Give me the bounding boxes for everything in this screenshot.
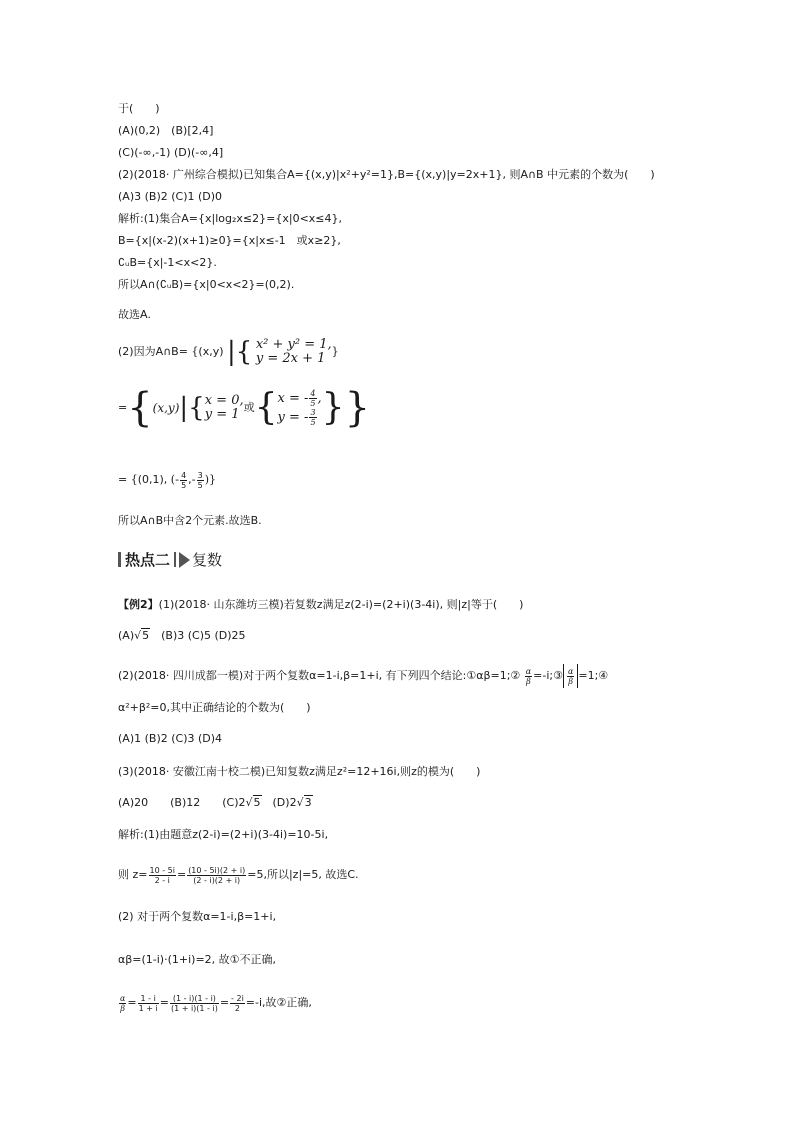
set-var: (x,y)	[198, 345, 224, 358]
heading-divider	[174, 552, 176, 567]
solution-line: (2) 对于两个复数α=1-i,β=1+i,	[118, 910, 277, 923]
options-line: (A)3 (B)2 (C)1 (D)0	[118, 190, 223, 203]
solution-set-line: (2)因为A∩B= {(x,y) |{ x² + y² = 1, y = 2x + 1 }	[118, 337, 339, 367]
solution-line: αβ=(1-i)·(1+i)=2, 故①不正确,	[118, 953, 277, 966]
numerator: 1 - i	[138, 994, 159, 1004]
play-arrow-icon	[179, 552, 190, 568]
options-line: (A)√5 (B)3 (C)5 (D)25	[118, 629, 246, 642]
equation-system	[205, 394, 244, 422]
text: (B)3 (C)5 (D)25	[150, 629, 246, 642]
solution-line: 所以A∩(∁ᵤB)={x|0<x<2}=(0,2).	[118, 278, 295, 291]
numerator: 3	[197, 470, 203, 480]
text-line: 于( )	[118, 102, 160, 115]
solution-line: 所以A∩B中含2个元素.故选B.	[118, 514, 262, 527]
numerator: 4	[310, 389, 316, 398]
options-line: (A)1 (B)2 (C)3 (D)4	[118, 732, 223, 745]
question-line	[118, 664, 608, 688]
denominator: β	[568, 676, 573, 686]
fraction	[119, 994, 126, 1013]
denominator: 2	[234, 1003, 240, 1013]
fraction	[149, 866, 176, 885]
radicand: 3	[304, 796, 312, 809]
options-line: (A)20 (B)12 (C)2√5 (D)2√3	[118, 796, 312, 809]
fraction	[187, 866, 246, 885]
solution-line	[118, 862, 359, 888]
denominator: 2 - i	[154, 875, 170, 885]
numerator: α	[120, 993, 126, 1003]
fraction	[170, 994, 219, 1013]
text: (2)因为A∩B=	[118, 345, 188, 358]
denominator: β	[526, 676, 531, 686]
denominator: 5	[310, 399, 316, 408]
denominator: 5	[181, 480, 187, 490]
numerator: - 2i	[231, 993, 244, 1003]
point: (0,1),	[137, 473, 168, 486]
fraction	[180, 471, 187, 490]
text: 或	[243, 401, 255, 414]
solution-set-line: = {(0,1), (- $\frac{4}{5}$ ,- $\frac{3}{5}$ )}	[118, 470, 217, 490]
text: 则 z=	[118, 868, 148, 881]
text: =-i;③	[533, 669, 563, 682]
heading-label: 热点二	[125, 551, 171, 569]
text: =	[118, 473, 131, 486]
denominator: 1 + i	[138, 1003, 158, 1013]
absolute-value	[563, 664, 578, 688]
text: =-i,故②正确,	[245, 996, 312, 1009]
numerator: α	[567, 666, 574, 676]
options-line: (A)(0,2) (B)[2,4]	[118, 124, 214, 137]
question-line: (2)(2018· 广州综合模拟)已知集合A={(x,y)|x²+y²=1},B={(x,y)|y=2x+1}, 则A∩B 中元素的个数为( )	[118, 168, 655, 181]
numerator: 3	[310, 408, 316, 417]
equation: x = 0,	[204, 393, 244, 408]
numerator: (10 - 5i)(2 + i)	[188, 865, 246, 875]
solution-line: B={x|(x-2)(x+1)≥0}={x|x≤-1 或x≥2},	[118, 234, 341, 247]
numerator: α	[525, 666, 532, 676]
set-var: (x,y)	[152, 401, 180, 415]
fraction	[230, 994, 245, 1013]
solution-line: $\frac{\alpha}{\beta}$ = $\frac{1 - i}{1 + i}$ = $\frac{(1 - i)(1 - i)}{(1 + i)(1 - i)}$ = $\frac{- 2i}{2}$ =-i,故②正确,	[120, 993, 312, 1013]
denominator: (2 - i)(2 + i)	[193, 875, 241, 885]
radicand: 5	[142, 629, 150, 642]
equation: x² + y² = 1,	[255, 337, 332, 352]
fraction	[309, 389, 316, 408]
options-line: (C)(-∞,-1) (D)(-∞,4]	[118, 146, 224, 159]
numerator: 10 - 5i	[149, 865, 175, 875]
equation-system: x = - $\frac{4}{5}$ , y = - $\frac{3}{5}$	[277, 389, 322, 427]
solution-line: 故选A.	[118, 308, 151, 321]
denominator: 5	[197, 480, 203, 490]
text: (1)(2018· 山东潍坊三模)若复数z满足z(2-i)=(2+i)(3-4i), 则|z|等于( )	[158, 598, 524, 611]
equation: y = 2x + 1	[255, 351, 326, 366]
heading-bar	[118, 552, 121, 567]
numerator: 4	[181, 470, 187, 480]
numerator: (1 - i)(1 - i)	[170, 994, 219, 1004]
text: (A)	[118, 629, 135, 642]
equation: y = 1	[204, 407, 240, 422]
equation: y = -	[277, 410, 309, 425]
denominator: 5	[310, 418, 316, 427]
text: (D)2	[261, 796, 297, 809]
solution-line: ∁ᵤB={x|-1<x<2}.	[118, 256, 217, 269]
fraction	[567, 667, 574, 686]
text: =	[118, 401, 128, 414]
fraction	[138, 994, 159, 1013]
question-line	[118, 598, 523, 612]
fraction	[525, 667, 532, 686]
text: =	[176, 868, 187, 881]
fraction	[309, 408, 316, 427]
example-label: 【例2】	[118, 598, 159, 611]
equation-system	[256, 338, 332, 366]
denominator: (1 + i)(1 - i)	[170, 1003, 218, 1013]
text: =5,所以|z|=5, 故选C.	[247, 868, 359, 881]
question-line: α²+β²=0,其中正确结论的个数为( )	[118, 701, 311, 714]
denominator: β	[120, 1003, 126, 1013]
text: (2)(2018· 四川成都一模)对于两个复数α=1-i,β=1+i, 有下列四个结论:①αβ=1;②	[118, 669, 521, 682]
section-heading	[118, 549, 222, 570]
radicand: 5	[253, 796, 261, 809]
equation: x = -	[277, 391, 309, 406]
solution-set-line: ={(x,y)|{ x = 0, y = 1 或{ x = - $\frac{4}{5}$ , y = - $\frac{3}{5}$ }}	[118, 385, 371, 431]
heading-subtitle: 复数	[192, 551, 223, 569]
text: (A)20 (B)12 (C)2	[118, 796, 246, 809]
question-line: (3)(2018· 安徽江南十校二模)已知复数z满足z²=12+16i,则z的模为( )	[118, 765, 481, 778]
solution-line: 解析:(1)由题意z(2-i)=(2+i)(3-4i)=10-5i,	[118, 828, 329, 841]
fraction	[197, 471, 204, 490]
solution-line: 解析:(1)集合A={x|log₂x≤2}={x|0<x≤4},	[118, 212, 343, 225]
text: =1;④	[578, 669, 609, 682]
